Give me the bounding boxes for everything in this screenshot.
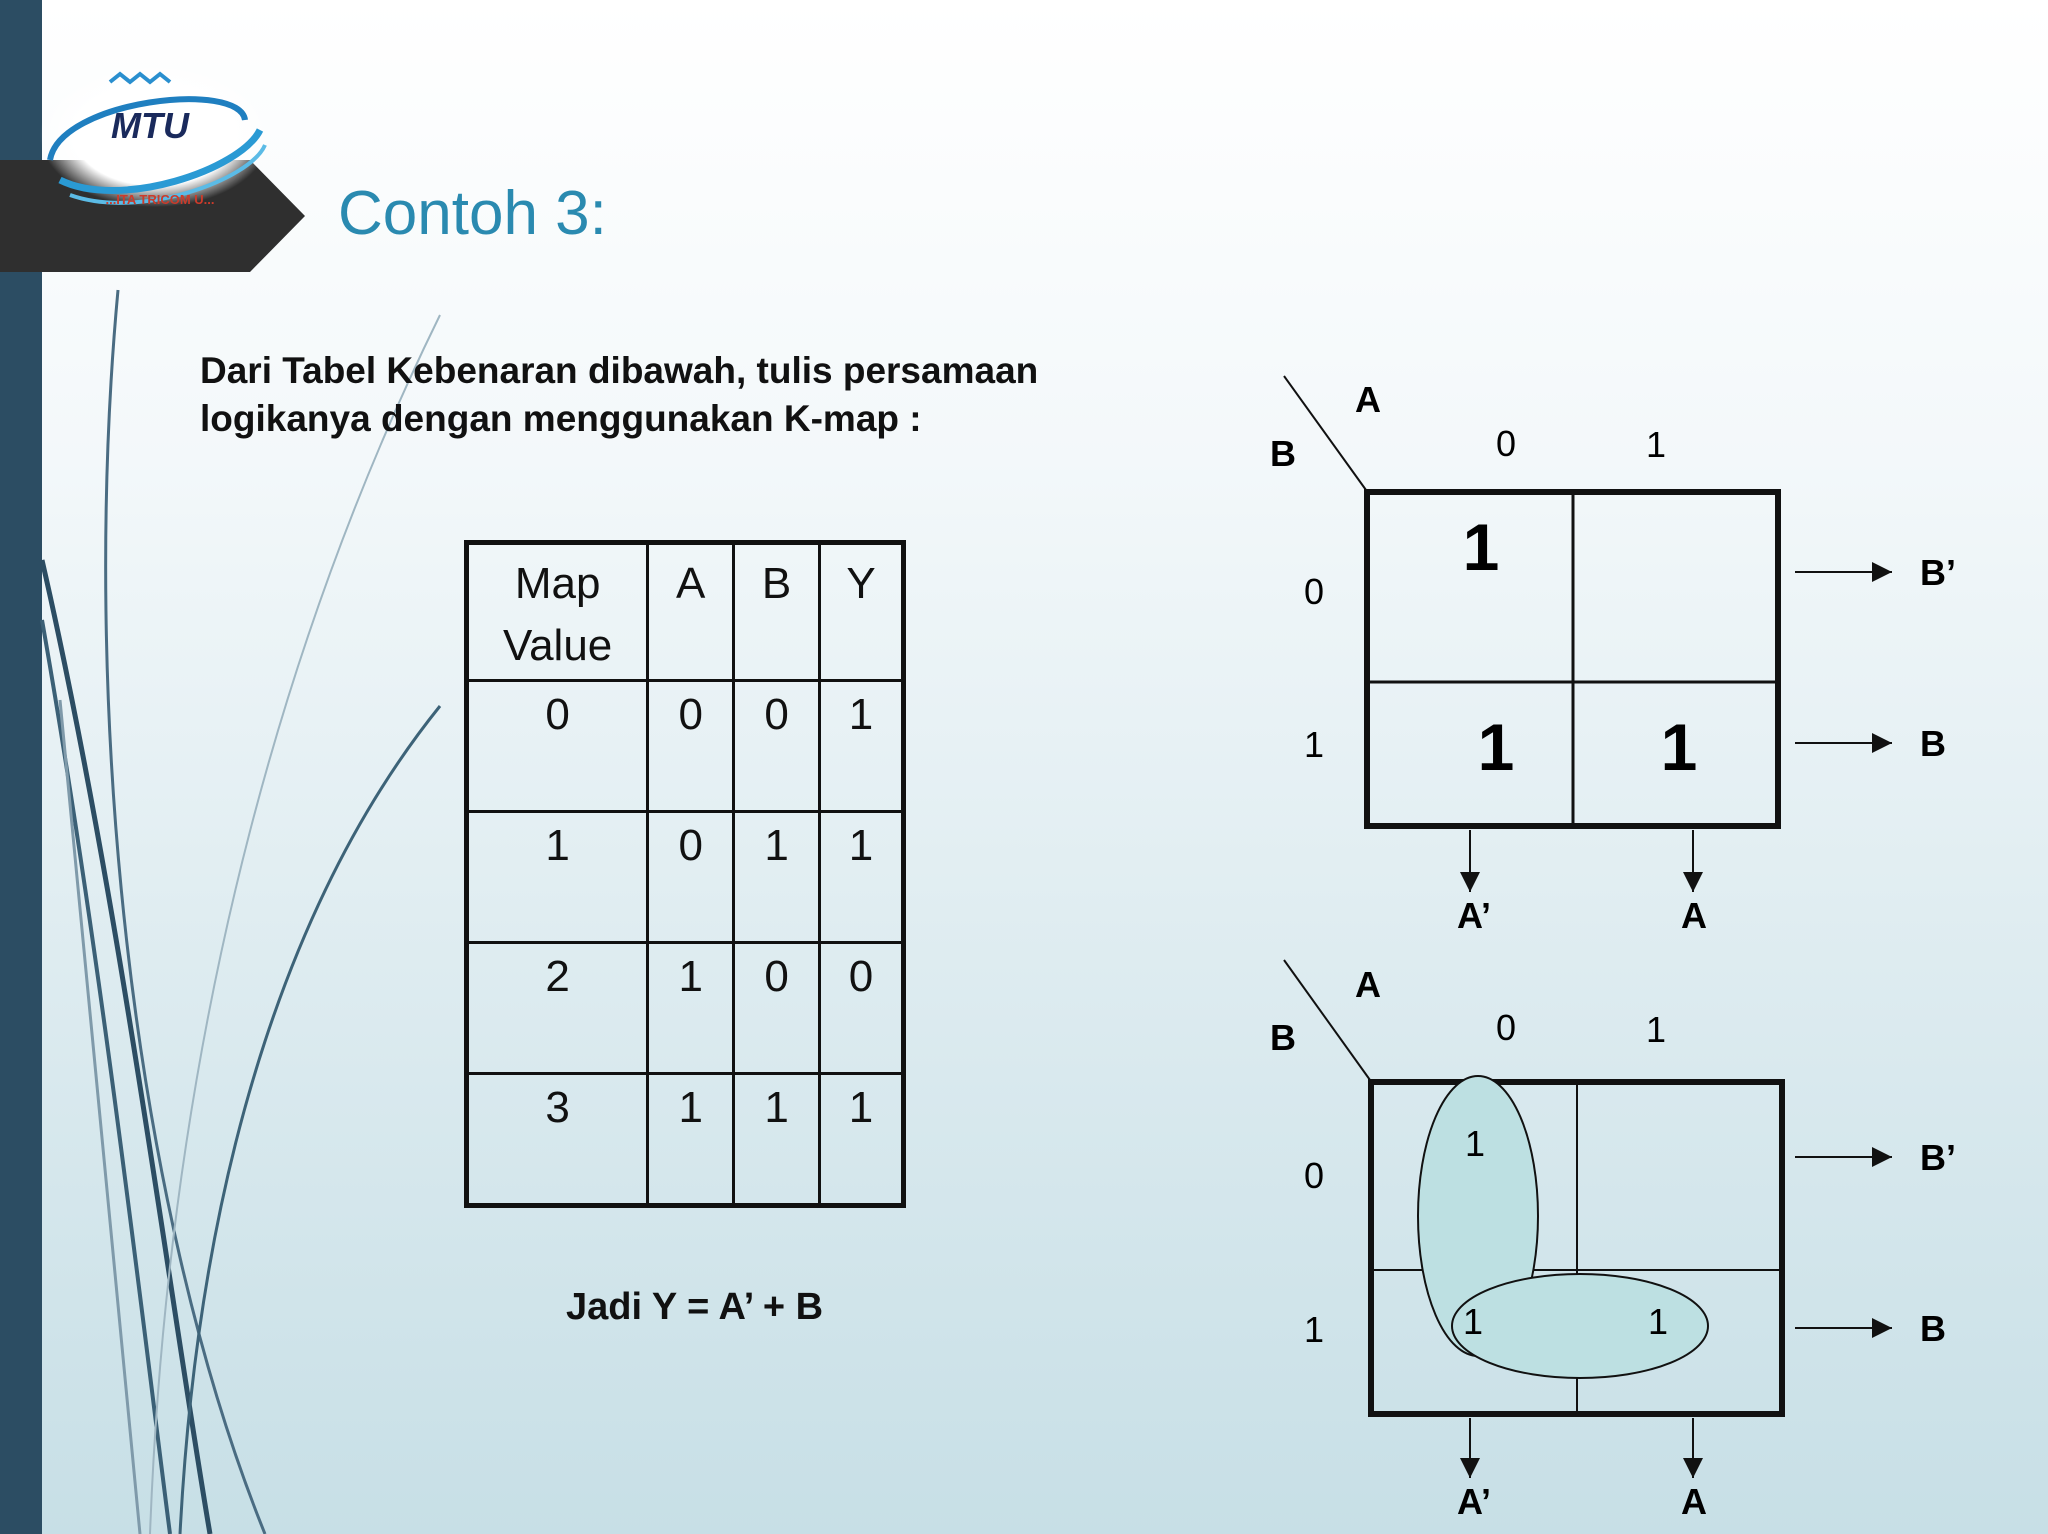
kmap-top-col-header: 0 [1495,423,1517,464]
kmap-top-row-term: B’ [1920,552,1956,593]
table-cell: 0 [820,943,904,1074]
kmap-bottom-var-b: B [1270,1017,1296,1058]
kmap-top-row-header: 1 [1303,724,1325,765]
table-cell: 1 [734,812,820,943]
kmap-top-row-term: B [1920,723,1946,764]
kmap-top-cell: 1 [1462,510,1500,584]
slide-title: Contoh 3: [338,179,607,248]
kmap-top-row-header: 0 [1303,571,1325,612]
header-y: Y [820,543,904,681]
table-cell: 0 [648,812,734,943]
kmap-bottom-var-a: A [1355,964,1381,1005]
kmap-bottom-row-term: B [1920,1308,1946,1349]
logo-ribbon-text: ...ITA TRICOM U... [105,192,215,207]
kmap-bottom-row-header: 0 [1303,1155,1325,1196]
table-cell: 1 [467,812,648,943]
instruction-line-1: Dari Tabel Kebenaran dibawah, tulis persamaan [200,350,1039,391]
kmap-top [1270,376,1956,936]
instruction-line-2: logikanya dengan menggunakan K-map : [200,398,922,439]
kmap-bottom-cell: 1 [1464,1123,1486,1164]
table-cell: 0 [734,681,820,812]
table-cell: 2 [467,943,648,1074]
table-cell: 3 [467,1074,648,1206]
kmap-top-var-b: B [1270,433,1296,474]
header-value-label: Value [503,621,613,670]
kmap-top-cell: 1 [1660,710,1698,784]
table-cell: 1 [648,943,734,1074]
kmap-bottom-cell: 1 [1647,1301,1669,1342]
header-b: B [734,543,820,681]
table-cell: 1 [734,1074,820,1206]
table-cell: 1 [820,681,904,812]
table-cell: 1 [820,1074,904,1206]
conclusion-equation: Jadi Y = A’ + B [566,1286,824,1328]
table-cell: 1 [820,812,904,943]
kmap-bottom-row-header: 1 [1303,1309,1325,1350]
kmap-top-var-a: A [1355,379,1381,420]
kmap-bottom-cell: 1 [1462,1301,1484,1342]
kmap-bottom-row-term: B’ [1920,1137,1956,1178]
kmap-bottom-col-term: A’ [1456,1481,1492,1522]
kmap-bottom-col-header: 0 [1495,1007,1517,1048]
table-cell: 0 [648,681,734,812]
kmap-bottom-col-term: A [1681,1481,1707,1522]
kmap-top-col-header: 1 [1645,424,1667,465]
header-map-label: Map [514,559,601,608]
table-cell: 0 [734,943,820,1074]
logo-brand: MTU [111,105,189,146]
table-cell: 1 [648,1074,734,1206]
kmap-bottom [1270,960,1956,1522]
table-cell: 0 [467,681,648,812]
kmap-group-b [1452,1274,1708,1378]
kmap-top-cell: 1 [1477,710,1515,784]
kmap-top-col-term: A [1681,895,1707,936]
kmap-top-col-term: A’ [1456,895,1492,936]
header-a: A [648,543,734,681]
kmap-bottom-col-header: 1 [1645,1009,1667,1050]
